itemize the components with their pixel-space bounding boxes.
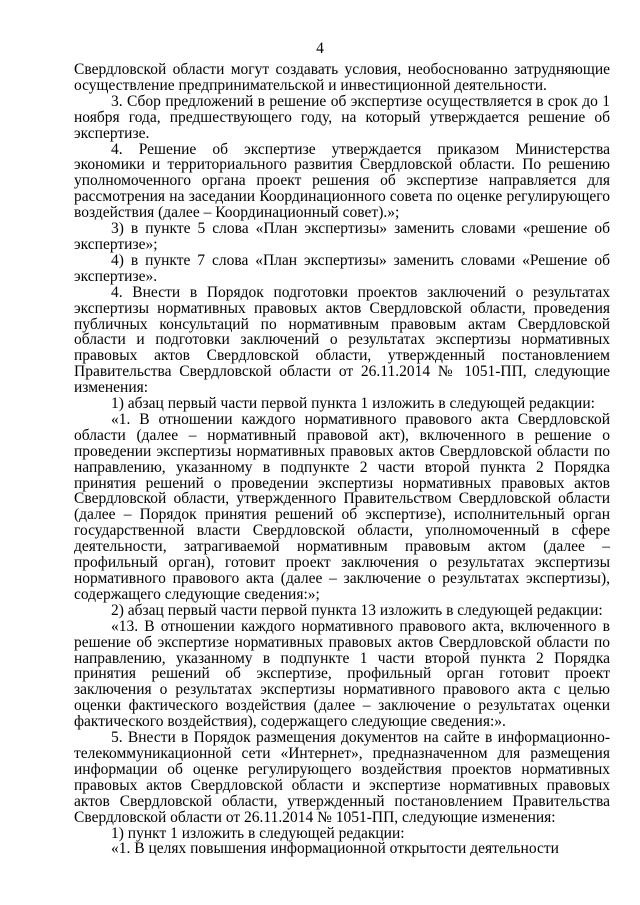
paragraph-subitem-2-point-13: 2) абзац первый части первой пункта 13 изложить в следующей редакции: [111,601,603,619]
paragraph-subitem-3-point-5: 3) в пункте 5 слова «План экспертизы» заменить словами «решение об экспертизе»; [74,220,610,253]
paragraph-quoted-point-1: «1. В отношении каждого нормативного правового акта Свердловской области (далее – нормативный правовой акт), включенного в решение о проведении экспертизы нормативных правовых актов Свердловской области по направлению, указанному в подпункте 2 части второй пункта 2 Порядка принятия решений о проведении экспертизы нормативных правовых актов Свердловской области, утвержденного Правительством Свердловской области (далее – Порядок принятия решений об экспертизе), исполнительный орган государственной власти Свердловской области, уполномоченный в сфере деятельности, затрагиваемой нормативным правовым актом (далее – профильный орган), готовит проект заключения о результатах экспертизы нормативного правового акта (далее – заключение о результатах экспертизы), содержащего следующие сведения:»; [74,410,610,603]
paragraph-section-5-amendments: 5. Внести в Порядок размещения документов на сайте в информационно-телекоммуникационной сети «Интернет», предназначенном для размещения информации об оценке регулирующего воздействия проектов нормативных правовых актов Свердловской области и экспертизе нормативных правовых актов Свердловской области, утвержденный постановлением Правительства Свердловской области от 26.11.2014 № 1051-ПП, следующие изменения: [74,729,610,826]
paragraph-quoted-point-13: «13. В отношении каждого нормативного правового акта, включенного в решение об экспертизе нормативных правовых актов Свердловской области по направлению, указанному в подпункте 1 части второй пункта 2 Порядка принятия решений об экспертизе, профильный орган готовит проект заключения о результатах экспертизы нормативного правового акта с целью оценки фактического воздействия (далее – заключение о результатах оценки фактического воздействия), содержащего следующие сведения:». [74,617,610,731]
paragraph-item-3-collection-deadline: 3. Сбор предложений в решение об экспертизе осуществляется в срок до 1 ноября года, предшествующего году, на который утверждается решение об экспертизе. [74,92,610,142]
page-number: 4 [316,40,324,57]
paragraph-subitem-1-point-1-website: 1) пункт 1 изложить в следующей редакции: [111,824,405,842]
paragraph-quoted-point-1-website: «1. В целях повышения информационной открытости деятельности [111,840,559,858]
paragraph-item-4-decision-approval: 4. Решение об экспертизе утверждается приказом Министерства экономики и территориального развития Свердловской области. По решению уполномоченного органа проект решения об экспертизе направляется для рассмотрения на заседании Координационного совета по оценке регулирующего воздействия (далее – Координационный совет).»; [74,140,610,222]
paragraph-subitem-4-point-7: 4) в пункте 7 слова «План экспертизы» заменить словами «Решение об экспертизе». [74,251,610,285]
paragraph-section-4-amendments: 4. Внести в Порядок подготовки проектов заключений о результатах экспертизы нормативных правовых актов Свердловской области, проведения публичных консультаций по нормативным правовым актам Свердловской области и подготовки заключений о результатах экспертизы нормативных правовых актов Свердловской области, утвержденный постановлением Правительства Свердловской области от 26.11.2014 № 1051-ПП, следующие изменения: [74,283,610,397]
paragraph-subitem-1-point-1: 1) абзац первый части первой пункта 1 изложить в следующей редакции: [111,395,595,413]
paragraph-continuation: Свердловской области могут создавать условия, необоснованно затрудняющие осуществление предпринимательской и инвестиционной деятельности. [74,61,610,94]
document-body [74,62,610,857]
